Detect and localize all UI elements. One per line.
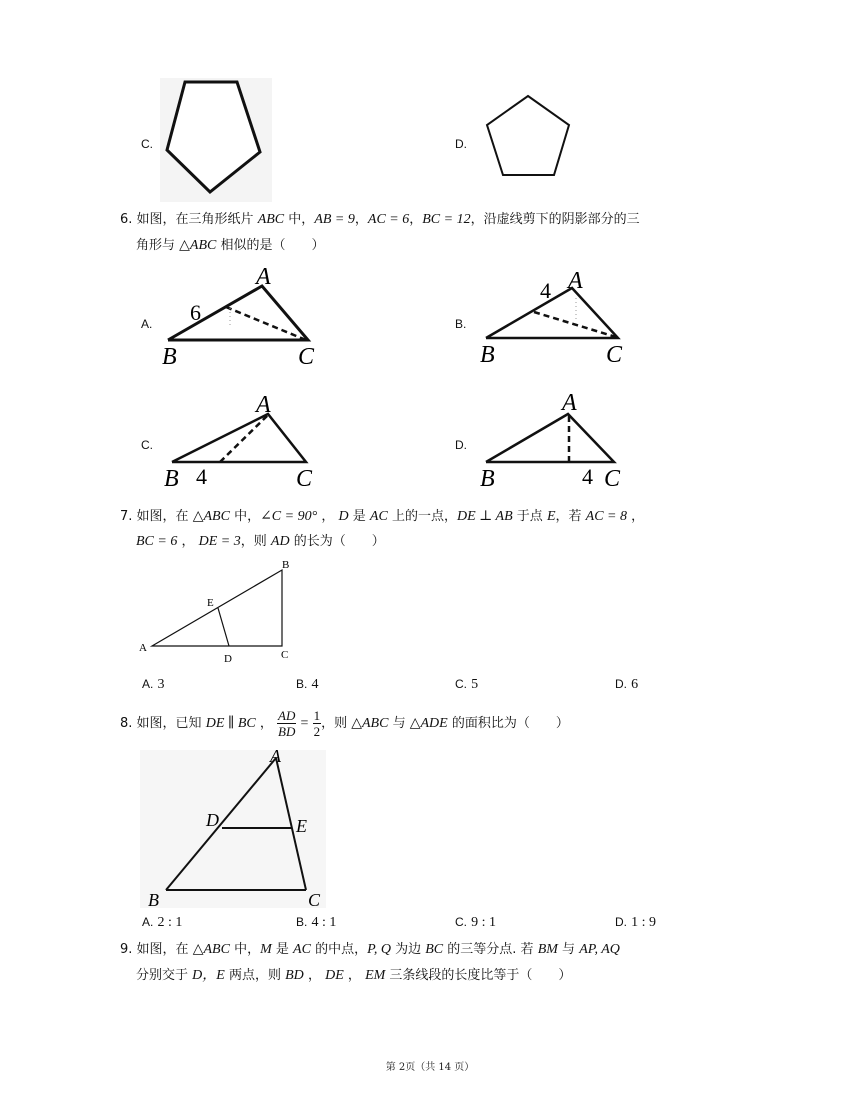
q7-option-d-value: 6	[631, 677, 639, 692]
q8-option-b-value: 4 : 1	[311, 915, 337, 930]
q9-line2	[136, 966, 571, 986]
q6-option-b-figure	[476, 262, 636, 370]
q7-delta: △ABC	[192, 509, 230, 524]
q7-at: 于点	[516, 509, 543, 524]
q7-line2	[136, 532, 385, 552]
q8-eq: =	[300, 716, 309, 731]
q9-sep2: ，	[347, 968, 361, 983]
q7-if: ，若	[555, 509, 582, 524]
q9-de2: DE	[325, 968, 344, 983]
q8-option-b[interactable]	[296, 912, 336, 933]
q9-em: EM	[365, 968, 386, 983]
q6a-length: 6	[190, 300, 201, 325]
q8-fig-a: A	[270, 750, 281, 766]
q8-option-a-value: 2 : 1	[157, 915, 183, 930]
q8-fraction-half	[313, 708, 322, 739]
q8-number: 8.	[120, 716, 133, 731]
q9-mid: 中，	[234, 942, 261, 957]
q9-two: 两点，则	[228, 968, 281, 983]
q9-text: 如图，在	[136, 942, 189, 957]
q9-de: D，E	[192, 968, 225, 983]
q8-fig-e: E	[296, 816, 307, 836]
q8-line1	[120, 708, 569, 738]
q7-fig-a: A	[139, 642, 147, 654]
q7-ac8: AC = 8	[585, 509, 628, 524]
q7-bc6: BC = 6	[136, 534, 178, 549]
q7-option-c-label: C.	[455, 677, 467, 691]
q9-ask: 三条线段的长度比等于（ ）	[389, 968, 572, 983]
q7-perp: DE ⊥ AB	[456, 509, 513, 524]
q6-line1	[120, 210, 640, 230]
q8-option-d[interactable]	[615, 912, 656, 933]
q7-line1	[120, 507, 644, 527]
q8-delta-ade: △ADE	[409, 716, 448, 731]
q8-fig-c: C	[308, 890, 321, 908]
q8-frac-den: BD	[278, 724, 296, 739]
q5-option-d-label: D.	[455, 137, 467, 151]
q8-fig-b: B	[148, 890, 159, 908]
q8-option-a[interactable]	[142, 912, 182, 933]
q6-ask: 相似的是（ ）	[220, 238, 325, 253]
q8-fig-d: D	[206, 810, 219, 830]
q9-apaq: AP, AQ	[579, 942, 620, 957]
q7-option-b-value: 4	[311, 677, 319, 692]
q7-option-b-label: B.	[296, 677, 308, 691]
q9-bm: BM	[537, 942, 558, 957]
q8-ask: 的面积比为（ ）	[451, 716, 569, 731]
q9-trisect: 的三等分点. 若	[447, 942, 534, 957]
q6-delta: △ABC	[179, 238, 217, 253]
q5-option-c-label: C.	[141, 137, 153, 151]
q9-midpoint: 的中点，	[315, 942, 368, 957]
q9-number: 9.	[120, 942, 133, 957]
q7-then: ，则	[240, 534, 267, 549]
q9-is: 是	[275, 942, 289, 957]
q6d-vertex-c: C	[604, 466, 621, 490]
q6-text: 如图，在三角形纸片	[136, 212, 254, 227]
q7-d: D	[338, 509, 349, 524]
q8-frac-num: AD	[278, 708, 296, 723]
q6b-vertex-c: C	[606, 342, 623, 368]
q6-tri: ABC	[257, 212, 285, 227]
q6-number: 6.	[120, 212, 133, 227]
q7-comma2: ，	[181, 534, 195, 549]
q7-ac: AC	[369, 509, 388, 524]
q9-sep: ，	[307, 968, 321, 983]
q7-option-d-label: D.	[615, 677, 627, 691]
q6c-vertex-b: B	[164, 466, 179, 488]
q9-as: 为边	[395, 942, 422, 957]
q7-option-a-label: A.	[142, 677, 154, 691]
q6-bc: BC = 12	[422, 212, 471, 227]
q7-mid: 中，	[234, 509, 261, 524]
q6-option-d-label: D.	[455, 438, 467, 452]
q7-point: 上的一点，	[391, 509, 457, 524]
q6a-vertex-a: A	[256, 264, 271, 290]
q6a-vertex-b: B	[162, 344, 177, 370]
q8-delta-abc: △ABC	[351, 716, 389, 731]
q7-option-d[interactable]	[615, 674, 638, 695]
q8-then: ，则	[321, 716, 348, 731]
q8-option-c[interactable]	[455, 912, 496, 933]
q8-option-d-value: 1 : 9	[631, 915, 657, 930]
q8-parallel: DE ∥ BC	[205, 716, 256, 731]
q7-e: E	[546, 509, 556, 524]
q7-number: 7.	[120, 509, 133, 524]
q6d-vertex-b: B	[480, 466, 495, 490]
q8-option-a-label: A.	[142, 915, 154, 929]
q7-tail: ，	[631, 509, 645, 524]
q6b-length: 4	[540, 278, 551, 303]
q9-bd: BD	[285, 968, 304, 983]
q6b-vertex-a: A	[568, 268, 583, 294]
q8-fraction-ad-bd	[277, 708, 296, 739]
q9-pq: P, Q	[367, 942, 391, 957]
q7-ad: AD	[270, 534, 290, 549]
q6-option-a-label: A.	[141, 317, 153, 331]
q7-text: 如图，在	[136, 509, 189, 524]
q8-figure	[140, 750, 326, 908]
q8-option-d-label: D.	[615, 915, 627, 929]
q6-option-a-figure	[158, 258, 328, 370]
q7-option-a-value: 3	[157, 677, 165, 692]
q6-mid: 中，	[288, 212, 315, 227]
q9-text2: 分别交于	[136, 968, 189, 983]
q9-m: M	[260, 942, 272, 957]
q7-option-b[interactable]	[296, 674, 318, 695]
q8-half-num: 1	[313, 708, 321, 723]
q8-with: 与	[392, 716, 406, 731]
q8-text: 如图，已知	[136, 716, 202, 731]
q8-option-c-label: C.	[455, 915, 467, 929]
q9-line1	[120, 940, 620, 960]
q8-half-den: 2	[313, 724, 321, 739]
q7-fig-d: D	[224, 653, 232, 665]
q6-comma2: ，	[409, 212, 423, 227]
q6-ac: AC = 6	[367, 212, 410, 227]
q9-bc: BC	[425, 942, 444, 957]
q6b-vertex-b: B	[480, 342, 495, 368]
q6-comma: ，	[354, 212, 368, 227]
q5-option-c-figure	[160, 78, 272, 202]
q9-delta: △ABC	[192, 942, 230, 957]
q6-option-d-figure	[476, 386, 636, 490]
q7-fig-b: B	[282, 559, 290, 571]
q8-comma: ，	[259, 716, 273, 731]
q7-comma: ，	[321, 509, 335, 524]
q7-figure	[134, 556, 304, 668]
q7-is: 是	[352, 509, 366, 524]
q7-fig-e: E	[207, 597, 214, 609]
q6a-vertex-c: C	[298, 344, 315, 370]
q6c-length: 4	[196, 464, 207, 488]
q6-ab: AB = 9	[314, 212, 355, 227]
q6c-vertex-c: C	[296, 466, 313, 488]
q7-fig-c: C	[281, 649, 289, 661]
q7-de3: DE = 3	[198, 534, 241, 549]
q6-option-b-label: B.	[455, 317, 467, 331]
q6-text-b: ，沿虚线剪下的阴影部分的三	[470, 212, 640, 227]
q6-option-c-label: C.	[141, 438, 153, 452]
q7-ask: 的长为（ ）	[293, 534, 385, 549]
q7-option-c[interactable]	[455, 674, 478, 695]
q9-ac: AC	[293, 942, 311, 957]
q8-option-c-value: 9 : 1	[471, 915, 497, 930]
q5-option-d-figure	[483, 92, 575, 180]
q6d-vertex-a: A	[562, 390, 577, 416]
q6c-vertex-a: A	[256, 392, 271, 418]
q7-option-c-value: 5	[471, 677, 479, 692]
q7-option-a[interactable]	[142, 674, 164, 695]
q6-option-c-figure	[158, 388, 328, 488]
page-footer: 第 2页（共 14 页）	[385, 1062, 475, 1073]
q7-angle: ∠C = 90°	[260, 509, 318, 524]
q6d-length: 4	[582, 464, 593, 489]
q9-with: 与	[562, 942, 576, 957]
q6-line2	[136, 236, 325, 256]
q8-option-b-label: B.	[296, 915, 308, 929]
q6-text2: 角形与	[136, 238, 176, 253]
